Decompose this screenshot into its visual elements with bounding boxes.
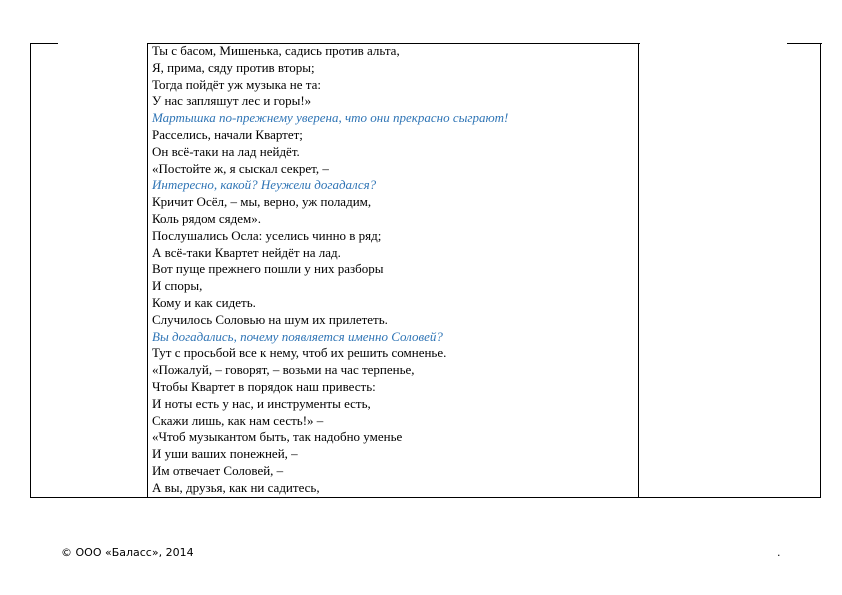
poem-line: У нас запляшут лес и горы!» — [152, 93, 312, 109]
poem-line: Им отвечает Соловей, – — [152, 462, 284, 478]
copyright-footer: © ООО «Баласс», 2014 — [61, 546, 194, 559]
poem-line: И уши ваших понежней, – — [152, 446, 298, 462]
poem-line: А всё-таки Квартет нейдёт на лад. — [152, 244, 341, 260]
poem-line: Случилось Соловью на шум их прилететь. — [152, 311, 388, 327]
poem-line: Вот пуще прежнего пошли у них разборы — [152, 261, 384, 277]
table-top-rule-right — [787, 43, 822, 44]
poem-line: Тогда пойдёт уж музыка не та: — [152, 76, 322, 92]
poem-line: Скажи лишь, как нам сесть!» – — [152, 412, 324, 428]
poem-line: А вы, друзья, как ни садитесь, — [152, 479, 320, 495]
page-mark: . — [777, 546, 781, 559]
poem-line: Чтобы Квартет в порядок наш привесть: — [152, 378, 376, 394]
poem-line: Он всё-таки на лад нейдёт. — [152, 143, 300, 159]
poem-line: Кому и как сидеть. — [152, 294, 256, 310]
poem-text-column — [152, 43, 632, 497]
poem-line: «Чтоб музыкантом быть, так надобно уменье — [152, 429, 403, 445]
poem-line: «Постойте ж, я сыскал секрет, – — [152, 160, 329, 176]
poem-line: Кричит Осёл, – мы, верно, уж поладим, — [152, 194, 372, 210]
teacher-question-line: Интересно, какой? Неужели догадался? — [152, 177, 377, 193]
poem-line: Послушались Осла: уселись чинно в ряд; — [152, 227, 382, 243]
poem-line: Тут с просьбой все к нему, чтоб их решить сомненье. — [152, 345, 447, 361]
poem-line: И споры, — [152, 278, 203, 294]
column-divider-left — [147, 43, 148, 497]
poem-line: Расселись, начали Квартет; — [152, 126, 303, 142]
table-top-rule-left — [31, 43, 58, 44]
poem-line: Коль рядом сядем». — [152, 210, 261, 226]
lesson-table — [30, 43, 821, 498]
poem-line: Ты с басом, Мишенька, садись против альта, — [152, 43, 400, 58]
poem-line: «Пожалуй, – говорят, – возьми на час терпенье, — [152, 362, 415, 378]
poem-line: И ноты есть у нас, и инструменты есть, — [152, 395, 371, 411]
column-divider-right — [638, 43, 639, 497]
teacher-question-line: Мартышка по-прежнему уверена, что они прекрасно сыграют! — [152, 110, 509, 126]
teacher-question-line: Вы догадались, почему появляется именно Соловей? — [152, 328, 443, 344]
poem-line: Я, прима, сяду против вторы; — [152, 59, 315, 75]
